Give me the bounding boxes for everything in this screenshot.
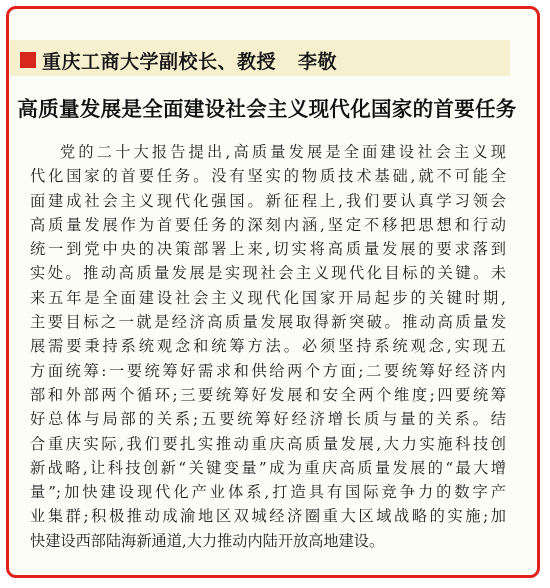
body-line: 方面统筹:一要统筹好需求和供给两个方面;二要统筹好经济内 (30, 361, 506, 380)
body-line: 实处。推动高质量发展是实现社会主义现代化目标的关键。未 (30, 264, 506, 283)
body-line: 面建成社会主义现代化强国。新征程上,我们要认真学习领会 (30, 191, 506, 210)
article-body (30, 140, 506, 553)
body-line: 主要目标之一就是经济高质量发展取得新突破。推动高质量发 (30, 313, 506, 332)
author-line (42, 47, 337, 74)
body-line: 新战略,让科技创新“关键变量”成为重庆高质量发展的“最大增 (30, 458, 506, 477)
article-title: 高质量发展是全面建设社会主义现代化国家的首要任务 (17, 97, 517, 121)
body-line: 好总体与局部的关系;五要统筹好经济增长质与量的关系。结 (30, 410, 506, 429)
body-line: 高质量发展作为首要任务的深刻内涵,坚定不移把思想和行动 (30, 215, 506, 234)
author-affiliation: 重庆工商大学副校长、教授 (42, 51, 277, 73)
body-line: 代化国家的首要任务。没有坚实的物质技术基础,就不可能全 (30, 167, 506, 186)
body-line: 快建设西部陆海新通道,大力推动内陆开放高地建设。 (30, 531, 385, 550)
author-name: 李敬 (298, 51, 338, 73)
body-line: 来五年是全面建设社会主义现代化国家开局起步的关键时期, (30, 288, 506, 307)
body-line: 党的二十大报告提出,高质量发展是全面建设社会主义现 (60, 143, 506, 161)
body-line: 量”;加快建设现代化产业体系,打造具有国际竞争力的数字产 (30, 483, 506, 502)
red-square-marker (20, 52, 36, 68)
body-line: 合重庆实际,我们要扎实推动重庆高质量发展,大力实施科技创 (30, 434, 506, 453)
body-line: 统一到党中央的决策部署上来,切实将高质量发展的要求落到 (30, 240, 506, 259)
body-line: 业集群;积极推动成渝地区双城经济圈重大区域战略的实施;加 (30, 507, 506, 526)
body-line: 展需要秉持系统观念和统筹方法。必须坚持系统观念,实现五 (30, 337, 506, 356)
body-line: 部和外部两个循环;三要统筹好发展和安全两个维度;四要统筹 (30, 385, 506, 404)
